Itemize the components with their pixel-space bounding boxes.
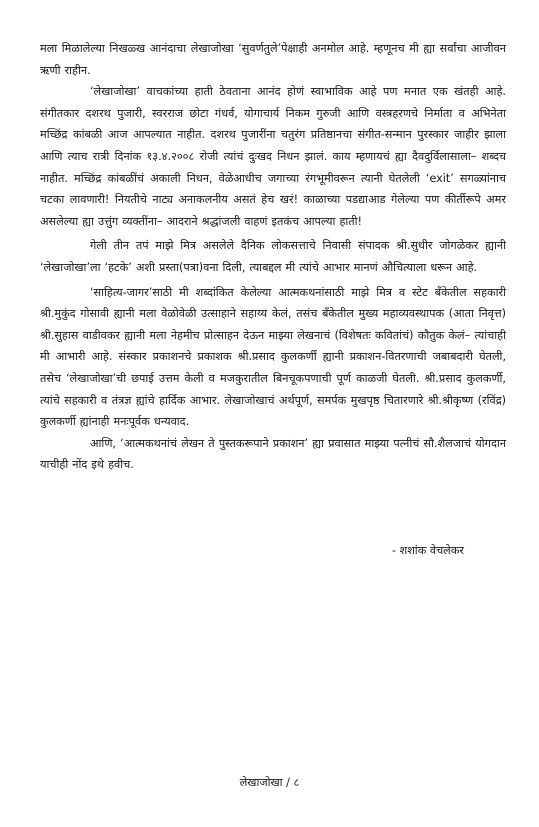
paragraph-spouse-note: आणि, ‘आत्मकथनांचं लेखन ते पुस्तकरूपाने प्रकाशन’ ह्या प्रवासात माझ्या पत्नीचं सौ.शैलजाचं योगदान याचीही नोंद इथे हवीच.	[40, 436, 506, 472]
paragraph-preface-thanks: गेली तीन तपं माझे मित्र असलेले दैनिक लोकसत्ताचे निवासी संपादक श्री.सुधीर जोगळेकर ह्यानी ‘लेखाजोखा’ला ‘हटके’ अशी प्रस्ता(पत्रा)वना दिली, त्याबद्दल मी त्यांचे आभार मानणं औचित्याला धरून आहे.	[40, 239, 506, 274]
page-footer: लेखाजोखा / ८	[239, 776, 300, 789]
paragraph-regret-tribute: ‘लेखाजोखा’ वाचकांच्या हाती ठेवताना आनंद होणं स्वाभाविक आहे पण मनात एक खंतही आहे. संगीतकार दशरथ पुजारी, स्वरराज छोटा गंधर्व, योगाचार्य निकम गुरुजी आणि वस्त्रहरणचे निर्माता व अभिनेता मच्छिंद्र कांबळी आज आपल्यात नाहीत. दशरथ पुजारींना चतुरंग प्रतिष्ठानचा संगीत-सन्मान पुरस्कार जाहीर झाला आणि त्याच रात्री दिनांक १३.४.२००८ रोजी त्यांचं दुःखद निधन झालं. काय म्हणायचं ह्या दैवदुर्विलासाला– शब्दच नाहीत. मच्छिंद्र कांबळींचं अकाली निधन, वेळेआधीच जगाच्या रंगभूमीवरून त्यानी घेतलेली ‘exit’ सगळ्यांनाच चटका लावणारी! नियतीचे नाट्य अनाकलनीय असतं हेच खरं! काळाच्या पडद्याआड गेलेल्या पण कीर्तीरूपे अमर असलेल्या ह्या उत्तुंग व्यक्तींना– आदराने श्रद्धांजली वाहणं इतकंच आपल्या हाती!	[40, 85, 506, 228]
paragraph-gratitude: मला मिळालेल्या निखळ्ख आनंदाचा लेखाजोखा ‘सुवर्णतुले’पेक्षाही अनमोल आहे. म्हणूनच मी ह्या सर्वांचा आजीवन ऋणी राहीन.	[40, 42, 506, 77]
paragraph-acknowledgements: ‘साहित्य-जागर’साठी मी शब्दांकित केलेल्या आत्मकथनांसाठी माझे मित्र व स्टेट बँकेतील सहकारी श्री.मुकुंद गोसावी ह्यानी मला वेळोवेळी उत्साहाने सहाय्य केलं, तसंच बँकेतील मुख्य महाव्यवस्थापक (आता निवृत्त) श्री.सुहास वाडीवकर ह्यानी मला नेहमीच प्रोत्साहन देऊन माझ्या लेखनाचं (विशेषतः कवितांचं) कौतुक केलं– त्यांचाही मी आभारी आहे. संस्कार प्रकाशनचे प्रकाशक श्री.प्रसाद कुलकर्णी ह्यानी प्रकाशन-वितरणाची जबाबदारी घेतली, तसेच ‘लेखाजोखा’ची छपाई उत्तम केली व मजकुरातील बिनचूकपणाची पूर्ण काळजी घेतली. श्री.प्रसाद कुलकर्णी, त्यांचे सहकारी व तंत्रज्ञ ह्यांचे हार्दिक आभार. लेखाजोखाचं अर्थपूर्ण, समर्पक मुखपृष्ठ चितारणारे श्री.श्रीकृष्ण (रविंद्र) कुलकर्णी ह्यांनाही मनःपूर्वक धन्यवाद.	[40, 285, 506, 429]
author-signature: - शशांक वेचलेकर	[392, 544, 464, 557]
page-body	[40, 38, 506, 476]
